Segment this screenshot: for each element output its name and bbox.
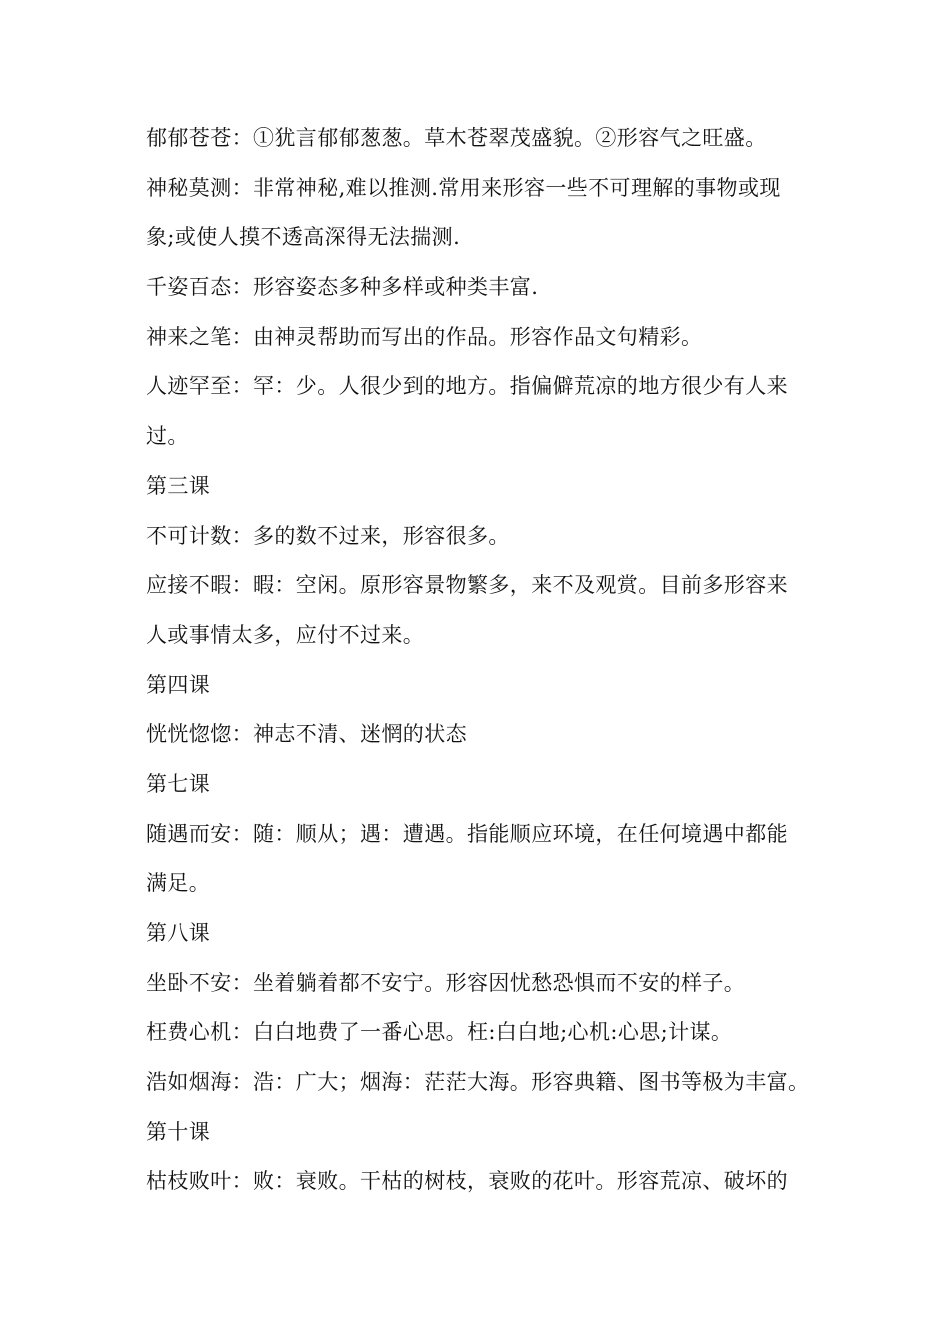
document-body	[146, 118, 811, 1211]
lesson-heading-8: 第八课	[146, 921, 211, 945]
lesson-heading-10: 第十课	[146, 1119, 211, 1144]
lesson-heading-7: 第七课	[146, 771, 211, 796]
entry-shenlai-zhibi: 神来之笔：由神灵帮助而写出的作品。形容作品文句精彩。	[146, 324, 703, 349]
entry-haoru-yanhai: 浩如烟海：浩：广大；烟海：茫茫大海。形容典籍、图书等极为丰富。	[146, 1070, 810, 1095]
entry-huanghuang-huhu: 恍恍惚惚：神志不清、迷惘的状态	[146, 722, 467, 747]
entry-shenmi-moce: 神秘莫测：非常神秘,难以推测.常用来形容一些不可理解的事物或现	[146, 175, 781, 200]
entry-yuyu-cangcang: 郁郁苍苍：①犹言郁郁葱葱。草木苍翠茂盛貌。②形容气之旺盛。	[146, 126, 767, 150]
entry-yingjie-buxia: 应接不暇：暇：空闲。原形容景物繁多，来不及观赏。目前多形容来	[146, 573, 788, 598]
entry-suiyu-eran: 随遇而安：随：顺从；遇：遭遇。指能顺应环境，在任何境遇中都能	[146, 821, 788, 846]
entry-yingjie-buxia-continued: 人或事情太多，应付不过来。	[146, 622, 425, 647]
lesson-heading-4: 第四课	[146, 672, 211, 697]
entry-suiyu-eran-continued: 满足。	[146, 871, 211, 896]
entry-zuowo-buan: 坐卧不安：坐着躺着都不安宁。形容因忧愁恐惧而不安的样子。	[146, 970, 746, 995]
entry-kuzhi-baiye: 枯枝败叶：败：衰败。干枯的树枝，衰败的花叶。形容荒凉、破坏的	[146, 1169, 788, 1194]
lesson-heading-3: 第三课	[146, 473, 211, 498]
entry-renji-hanzhi: 人迹罕至：罕：少。人很少到的地方。指偏僻荒凉的地方很少有人来	[146, 374, 788, 399]
entry-wangfei-xinji: 枉费心机：白白地费了一番心思。枉:白白地;心机:心思;计谋。	[146, 1020, 733, 1045]
entry-qianzi-baitai: 千姿百态：形容姿态多种多样或种类丰富.	[146, 275, 539, 300]
entry-renji-hanzhi-continued: 过。	[146, 424, 189, 449]
entry-buke-jishu: 不可计数：多的数不过来，形容很多。	[146, 523, 510, 548]
entry-shenmi-moce-continued: 象;或使人摸不透高深得无法揣测.	[146, 225, 461, 250]
